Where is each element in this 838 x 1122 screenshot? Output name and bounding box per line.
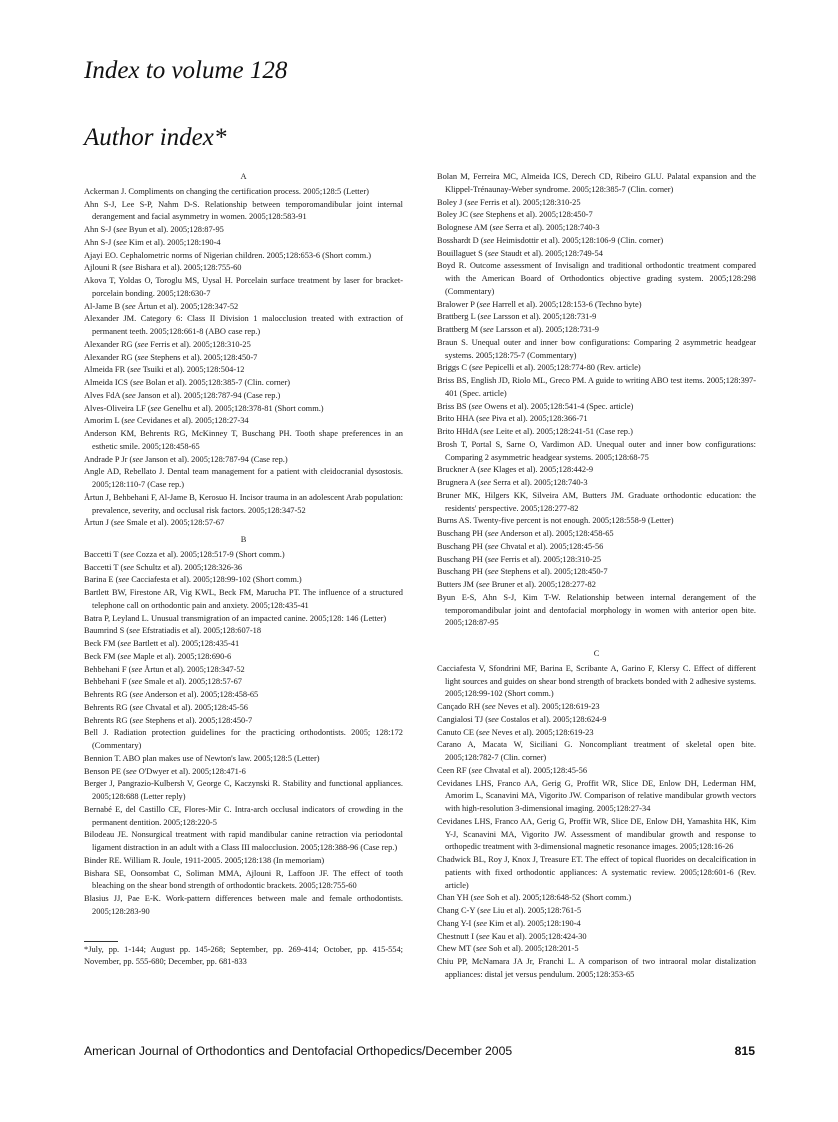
index-entry: Benson PE (see O'Dwyer et al). 2005;128:471-6 [84, 766, 246, 776]
section-letter: C [593, 649, 600, 658]
index-entry: Brosh T, Portal S, Sarne O, Vardimon AD. Unequal outer and inner bow configurations: Comparing 2 asymmetric headgear systems. 2005;128:68-75 [437, 439, 756, 462]
index-entry: Bilodeau JE. Nonsurgical treatment with rapid mandibular canine retraction via periodontal ligament distraction in an adult with a Class III malocclusion. 2005;128:388-96 (Case rep.) [84, 830, 403, 852]
index-entry: Årtun J (see Smale et al). 2005;128:57-67 [84, 518, 225, 528]
index-entry: Alves FdA (see Janson et al). 2005;128:787-94 (Case rep.) [84, 390, 281, 400]
index-entry: Behbehani F (see Smale et al). 2005;128:57-67 [84, 677, 242, 687]
index-entry: Brito HHdA (see Leite et al). 2005;128:241-51 (Case rep.) [437, 427, 633, 436]
index-entry: Butters JM (see Bruner et al). 2005;128:277-82 [437, 580, 596, 589]
right-column [437, 171, 756, 982]
index-entry: Alexander JM. Category 6: Class II Division 1 malocclusion treated with extraction of permanent teeth. 2005;128:661-8 (ABO case rep.) [84, 314, 403, 336]
index-entry: Behbehani F (see Årtun et al). 2005;128:347-52 [84, 664, 245, 674]
index-entry: Boley JC (see Stephens et al). 2005;128:450-7 [437, 210, 593, 220]
index-entry: Al-Jame B (see Årtun et al). 2005;128:347-52 [84, 301, 239, 311]
index-entry: Bolognese AM (see Serra et al). 2005;128:740-3 [437, 223, 600, 232]
index-entry: Alexander RG (see Ferris et al). 2005;128:310-25 [84, 339, 251, 349]
index-entry: Canuto CE (see Neves et al). 2005;128:619-23 [437, 727, 594, 737]
index-entry: Ahn S-J (see Byun et al). 2005;128:87-95 [84, 225, 224, 234]
index-entry: Chestnutt I (see Kau et al). 2005;128:424-30 [437, 931, 587, 941]
index-entry: Boyd R. Outcome assessment of Invisalign and traditional orthodontic treatment compared with the American Board of Orthodontics objective grading system. 2005;128:298 (Commentary) [437, 261, 756, 296]
index-entry: Alexander RG (see Stephens et al). 2005;128:450-7 [84, 352, 258, 362]
section-letter: A [240, 172, 247, 181]
index-entry: Carano A, Macata W, Siciliani G. Noncompliant treatment of skeletal open bite. 2005;128:782-7 (Clin. corner) [437, 740, 756, 762]
left-column [84, 171, 403, 969]
index-entry: Cangialosi TJ (see Costalos et al). 2005;128:624-9 [437, 714, 607, 724]
index-entry: Blasius JJ, Pae E-K. Work-pattern differences between male and female orthodontists. 2005;128:283-90 [84, 894, 403, 916]
index-entry: Cacciafesta V, Sfondrini MF, Barina E, Scribante A, Garino F, Klersy C. Effect of different light sources and guides on shear bond strength of brackets bonded with 2 adhesive systems. 2005;128:99-102 (Short comm.) [437, 663, 756, 699]
index-entry: Chadwick BL, Roy J, Knox J, Treasure ET. The effect of topical fluorides on decalcification in patients with fixed orthodontic appliances: A systematic review. 2005;128:601-6 (Rev. article) [437, 855, 756, 890]
footnote: *July, pp. 1-144; August pp. 145-268; September, pp. 269-414; October, pp. 415-554; November, pp. 555-680; December, pp. 681-833 [84, 944, 403, 967]
index-entry: Cevidanes LHS, Franco AA, Gerig G, Proffit WR, Slice DE, Enlow DH, Yamashita HK, Kim Y-J, Scanavini MA, Vigorito JW. Assessment of mandibular growth and response to orthopedic treatment with 3-dimensional magnetic resonance images. 2005;128:16-26 [437, 816, 756, 852]
index-entry: Behrents RG (see Chvatal et al). 2005;128:45-56 [84, 702, 248, 712]
index-entry: Beck FM (see Bartlett et al). 2005;128:435-41 [84, 639, 240, 648]
index-entry: Almeida FR (see Tsuiki et al). 2005;128:504-12 [84, 365, 245, 375]
page-title: Index to volume 128 [84, 57, 288, 84]
index-entry: Bartlett BW, Firestone AR, Vig KWL, Beck FM, Marucha PT. The influence of a structured telephone call on orthodontic pain and anxiety. 2005;128:435-41 [84, 588, 403, 610]
index-entry: Angle AD, Rebellato J. Dental team management for a patient with cleidocranial dysostosis. 2005;128:110-7 (Case rep.) [84, 467, 403, 489]
index-entry: Buschang PH (see Chvatal et al). 2005;128:45-56 [437, 541, 604, 551]
footnote-rule [84, 941, 118, 942]
index-entry: Behrents RG (see Anderson et al). 2005;128:458-65 [84, 690, 259, 699]
index-entry: Bell J. Radiation protection guidelines for the practicing orthodontists. 2005; 128:172 (Commentary) [84, 728, 403, 750]
index-entry: Bouillaguet S (see Staudt et al). 2005;128:749-54 [437, 248, 603, 258]
index-entry: Amorim L (see Cevidanes et al). 2005;128:27-34 [84, 416, 249, 426]
index-entry: Boley J (see Ferris et al). 2005;128:310-25 [437, 197, 581, 207]
index-entry: Behrents RG (see Stephens et al). 2005;128:450-7 [84, 715, 253, 725]
index-entry: Byun E-S, Ahn S-J, Kim T-W. Relationship between internal derangement of the temporomandibular joint and dentofacial morphology in women with anterior open bite. 2005;128:87-95 [437, 592, 756, 628]
index-entry: Briss BS (see Owens et al). 2005;128:541-4 (Spec. article) [437, 401, 634, 411]
index-entry: Chang C-Y (see Liu et al). 2005;128:761-5 [437, 906, 582, 915]
index-entry: Anderson KM, Behrents RG, McKinney T, Buschang PH. Tooth shape preferences in an esthetic smile. 2005;128:458-65 [84, 429, 403, 451]
index-entry: Baumrind S (see Efstratiadis et al). 2005;128:607-18 [84, 626, 262, 636]
index-entry: Ajlouni R (see Bishara et al). 2005;128:755-60 [84, 263, 242, 273]
page-footer [84, 1044, 755, 1060]
index-entry: Brattberg L (see Larsson et al). 2005;128:731-9 [437, 312, 597, 322]
index-entry: Andrade P Jr (see Janson et al). 2005;128:787-94 (Case rep.) [84, 454, 288, 464]
index-entry: Bralower P (see Harrell et al). 2005;128:153-6 (Techno byte) [437, 299, 642, 309]
index-entry: Bishara SE, Oonsombat C, Soliman MMA, Ajlouni R, Laffoon JF. The effect of tooth bleaching on the shear bond strength of orthodontic brackets. 2005;128:755-60 [84, 868, 403, 891]
index-entry: Briss BS, English JD, Riolo ML, Greco PM. A guide to writing ABO test items. 2005;128:397-401 (Spec. article) [437, 376, 756, 398]
index-entry: Bolan M, Ferreira MC, Almeida ICS, Derech CD, Ribeiro GLU. Palatal expansion and the Klippel-Trénaunay-Weber syndrome. 2005;128:385-7 (Clin. corner) [437, 172, 756, 194]
index-entry: Chiu PP, McNamara JA Jr, Franchi L. A comparison of two intraoral molar distalization appliances: distal jet versus pendulum. 2005;128:353-65 [437, 957, 756, 979]
index-entry: Braun S. Unequal outer and inner bow configurations: Comparing 2 asymmetric headgear systems. 2005;128:75-7 (Commentary) [437, 337, 756, 360]
index-entry: Akova T, Yoldas O, Toroglu MS, Uysal H. Porcelain surface treatment by laser for bracket-porcelain bonding. 2005;128:630-7 [84, 276, 403, 298]
index-entry: Brito HHA (see Piva et al). 2005;128:366-71 [437, 414, 588, 424]
index-entry: Årtun J, Behbehani F, Al-Jame B, Kerosuo H. Incisor trauma in an adolescent Arab population: prevalence, severity, and occlusal risk factors. 2005;128:347-52 [84, 492, 403, 515]
index-entry: Ahn S-J (see Kim et al). 2005;128:190-4 [84, 237, 221, 247]
index-entry: Bruner MK, Hilgers KK, Silveira AM, Butters JM. Graduate orthodontic education: the residents' perspective. 2005;128:277-82 [437, 490, 756, 513]
index-entry: Chew MT (see Soh et al). 2005;128:201-5 [437, 944, 579, 954]
section-letter: B [240, 535, 247, 544]
index-entry: Ceen RF (see Chvatal et al). 2005;128:45-56 [437, 765, 588, 775]
index-entry: Chang Y-I (see Kim et al). 2005;128:190-4 [437, 918, 581, 928]
index-entry: Alves-Oliveira LF (see Genelhu et al). 2005;128:378-81 (Short comm.) [84, 403, 324, 413]
page-number: 815 [734, 1044, 755, 1058]
index-entry: Cançado RH (see Neves et al). 2005;128:619-23 [437, 702, 600, 711]
index-entry: Ajayi EO. Cephalometric norms of Nigerian children. 2005;128:653-6 (Short comm.) [84, 250, 372, 260]
index-entry: Bernabé E, del Castillo CE, Flores-Mir C. Intra-arch occlusal indicators of crowding in the permanent dentition. 2005;128:220-5 [84, 804, 403, 827]
index-entry: Barina E (see Cacciafesta et al). 2005;128:99-102 (Short comm.) [84, 575, 302, 585]
index-entry: Berger J, Pangrazio-Kulbersh V, George C, Kaczynski R. Stability and functional appliances. 2005;128:688 (Letter reply) [84, 779, 403, 801]
index-entry: Brugnera A (see Serra et al). 2005;128:740-3 [437, 478, 588, 487]
index-entry: Brattberg M (see Larsson et al). 2005;128:731-9 [437, 325, 599, 334]
index-entry: Batra P, Leyland L. Unusual transmigration of an impacted canine. 2005;128: 146 (Letter) [84, 613, 387, 623]
index-entry: Buschang PH (see Anderson et al). 2005;128:458-65 [437, 529, 614, 538]
index-entry: Baccetti T (see Schultz et al). 2005;128:326-36 [84, 562, 243, 572]
index-entry: Cevidanes LHS, Franco AA, Gerig G, Proffit WR, Slice DE, Enlow DH, Lederman HM, Amorim L, Scanavini MA, Vigorito JW. Comparison of relative mandibular growth vectors with high-resolution 3-dimensional imaging. 2005;128:27-34 [437, 778, 756, 813]
index-entry: Baccetti T (see Cozza et al). 2005;128:517-9 (Short comm.) [84, 549, 285, 559]
index-entry: Bosshardt D (see Heimisdottir et al). 2005;128:106-9 (Clin. corner) [437, 235, 664, 245]
index-entry: Briggs C (see Pepicelli et al). 2005;128:774-80 (Rev. article) [437, 363, 641, 373]
index-entry: Bruckner A (see Klages et al). 2005;128:442-9 [437, 465, 594, 475]
index-entry: Beck FM (see Maple et al). 2005;128:690-6 [84, 651, 232, 661]
index-entry: Buschang PH (see Ferris et al). 2005;128:310-25 [437, 554, 602, 564]
index-entry: Chan YH (see Soh et al). 2005;128:648-52 (Short comm.) [437, 893, 632, 903]
index-entry: Almeida ICS (see Bolan et al). 2005;128:385-7 (Clin. corner) [84, 378, 291, 387]
index-entry: Ahn S-J, Lee S-P, Nahm D-S. Relationship between temporomandibular joint internal derangement and facial asymmetry in women. 2005;128:583-91 [84, 199, 403, 222]
index-entry: Buschang PH (see Stephens et al). 2005;128:450-7 [437, 567, 608, 577]
section-title: Author index* [84, 124, 227, 151]
journal-footer: American Journal of Orthodontics and Dentofacial Orthopedics/December 2005 [84, 1044, 513, 1058]
index-entry: Bennion T. ABO plan makes use of Newton's law. 2005;128:5 (Letter) [84, 753, 320, 763]
index-entry: Binder RE. William R. Joule, 1911-2005. 2005;128:138 (In memoriam) [84, 855, 325, 865]
index-entry: Ackerman J. Compliments on changing the certification process. 2005;128:5 (Letter) [84, 186, 369, 196]
index-entry: Burns AS. Twenty-five percent is not enough. 2005;128:558-9 (Letter) [437, 516, 674, 526]
